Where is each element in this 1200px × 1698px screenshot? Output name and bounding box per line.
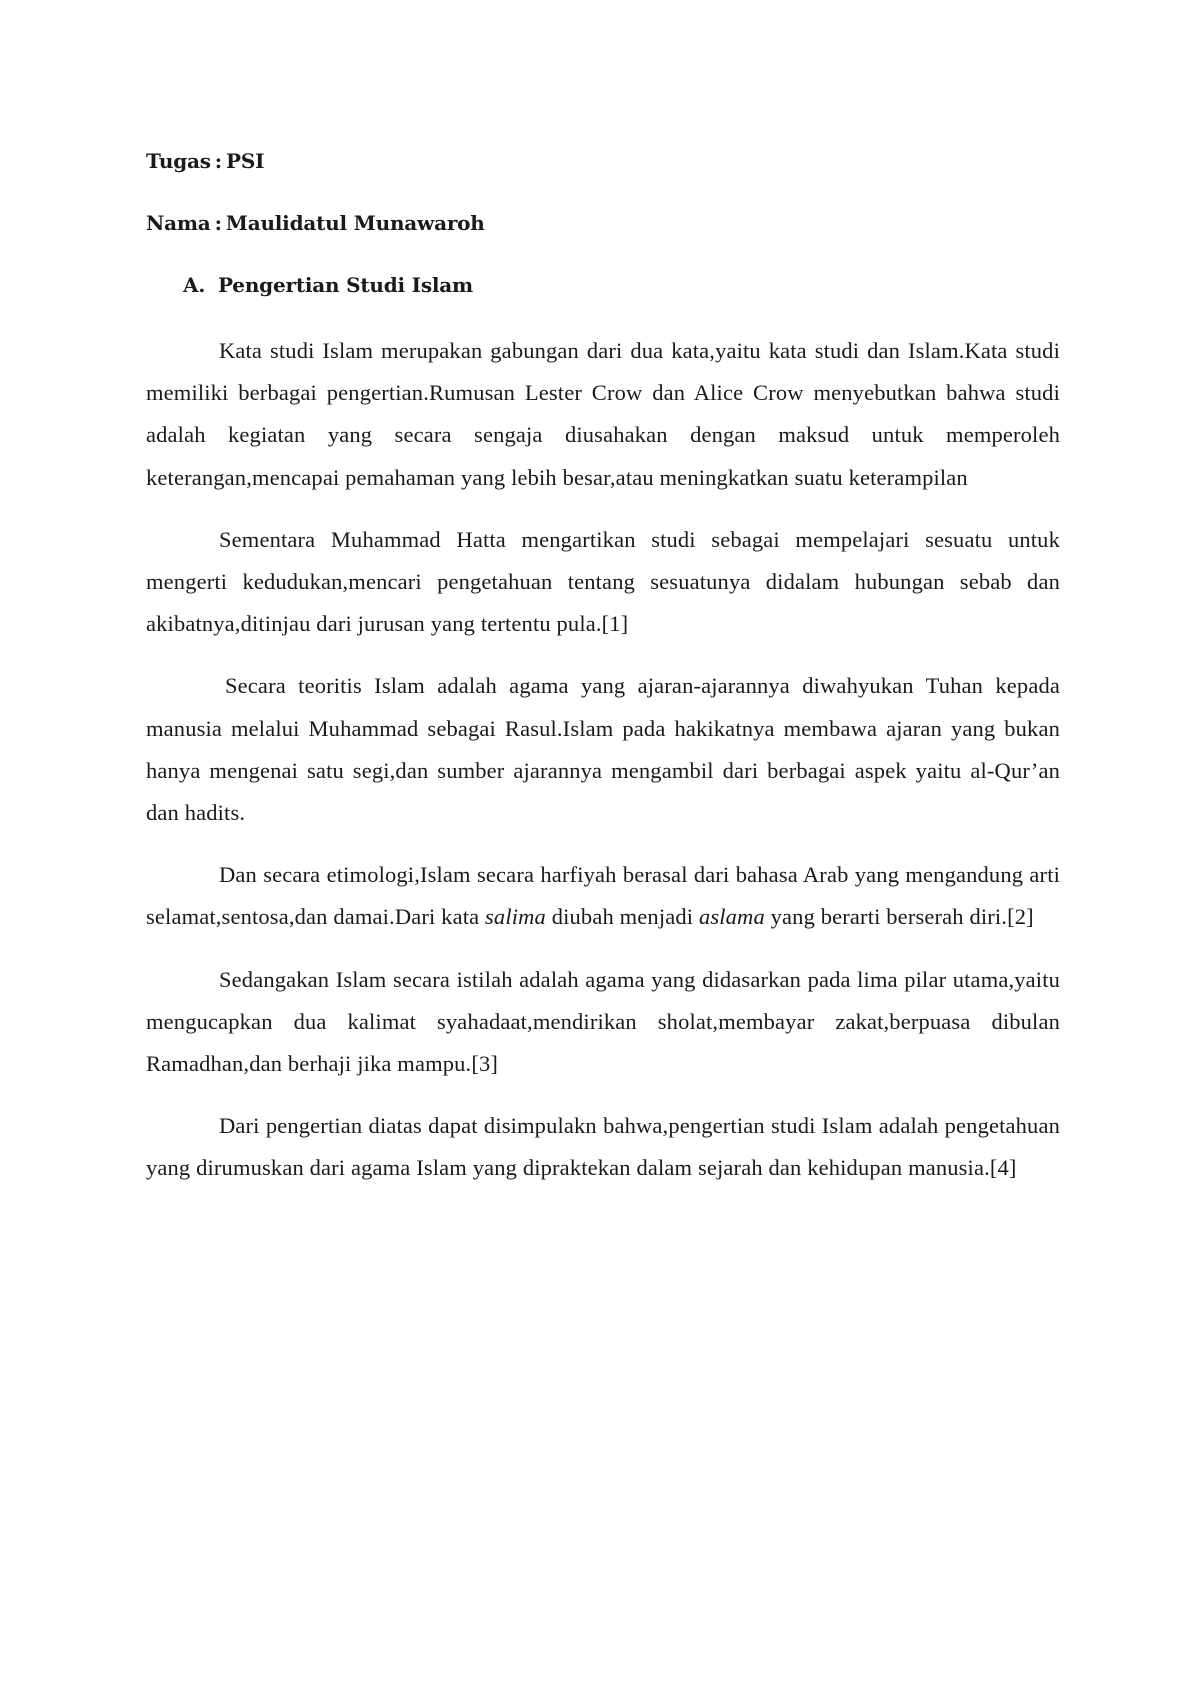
paragraph-5: Sedangakan Islam secara istilah adalah agama yang didasarkan pada lima pilar utama,yaitu mengucapkan dua kalimat syahadaat,mendirikan sholat,membayar zakat,berpuasa dibulan Ramadhan,dan berhaji jika mampu.[3] [146, 966, 1060, 1077]
paragraph-4 [146, 854, 1060, 938]
paragraph-2: Sementara Muhammad Hatta mengartikan studi sebagai mempelajari sesuatu untuk mengerti kedudukan,mencari pengetahuan tentang sesuatunya didalam hubungan sebab dan akibatnya,ditinjau dari jurusan yang tertentu pula.[1] [146, 526, 1060, 637]
paragraph-1: Kata studi Islam merupakan gabungan dari dua kata,yaitu kata studi dan Islam.Kata studi memiliki berbagai pengertian.Rumusan Lester Crow dan Alice Crow menyebutkan bahwa studi adalah kegiatan yang secara sengaja diusahakan dengan maksud untuk memperoleh keterangan,mencapai pemahaman yang lebih besar,atau meningkatkan suatu keterampilan [146, 338, 1060, 490]
paragraph-4-text-2: diubah menjadi [545, 904, 699, 930]
paragraph-4-term-aslama: aslama [698, 904, 765, 930]
paragraph-4-term-salima: salima [485, 904, 546, 930]
paragraph-6: Dari pengertian diatas dapat disimpulakn bahwa,pengertian studi Islam adalah pengetahuan yang dirumuskan dari agama Islam yang dipraktekan dalam sejarah dan kehidupan manusia.[4] [146, 1113, 1060, 1181]
paragraph-3: Secara teoritis Islam adalah agama yang ajaran-ajarannya diwahyukan Tuhan kepada manusia melalui Muhammad sebagai Rasul.Islam pada hakikatnya membawa ajaran yang bukan hanya mengenai satu segi,dan sumber ajarannya mengambil dari berbagai aspek yaitu al-Qur’an dan hadits. [146, 673, 1060, 826]
nama-line [146, 210, 485, 236]
tugas-separator: : [214, 149, 222, 173]
section-number: A. [183, 273, 206, 297]
section-title: Pengertian Studi Islam [218, 273, 474, 297]
tugas-line [146, 148, 264, 174]
tugas-value: PSI [225, 149, 265, 173]
section-heading [183, 272, 473, 298]
nama-separator: : [214, 211, 222, 235]
tugas-label: Tugas [146, 149, 211, 173]
nama-value: Maulidatul Munawaroh [225, 211, 485, 235]
nama-label: Nama [146, 211, 211, 235]
body-text [146, 330, 1060, 1210]
paragraph-4-text-1: Dan secara etimologi,Islam secara harfiyah berasal dari bahasa Arab yang mengandung arti selamat,sentosa,dan damai.Dari kata [146, 862, 1060, 930]
paragraph-4-text-3: yang berarti berserah diri.[2] [764, 904, 1034, 930]
